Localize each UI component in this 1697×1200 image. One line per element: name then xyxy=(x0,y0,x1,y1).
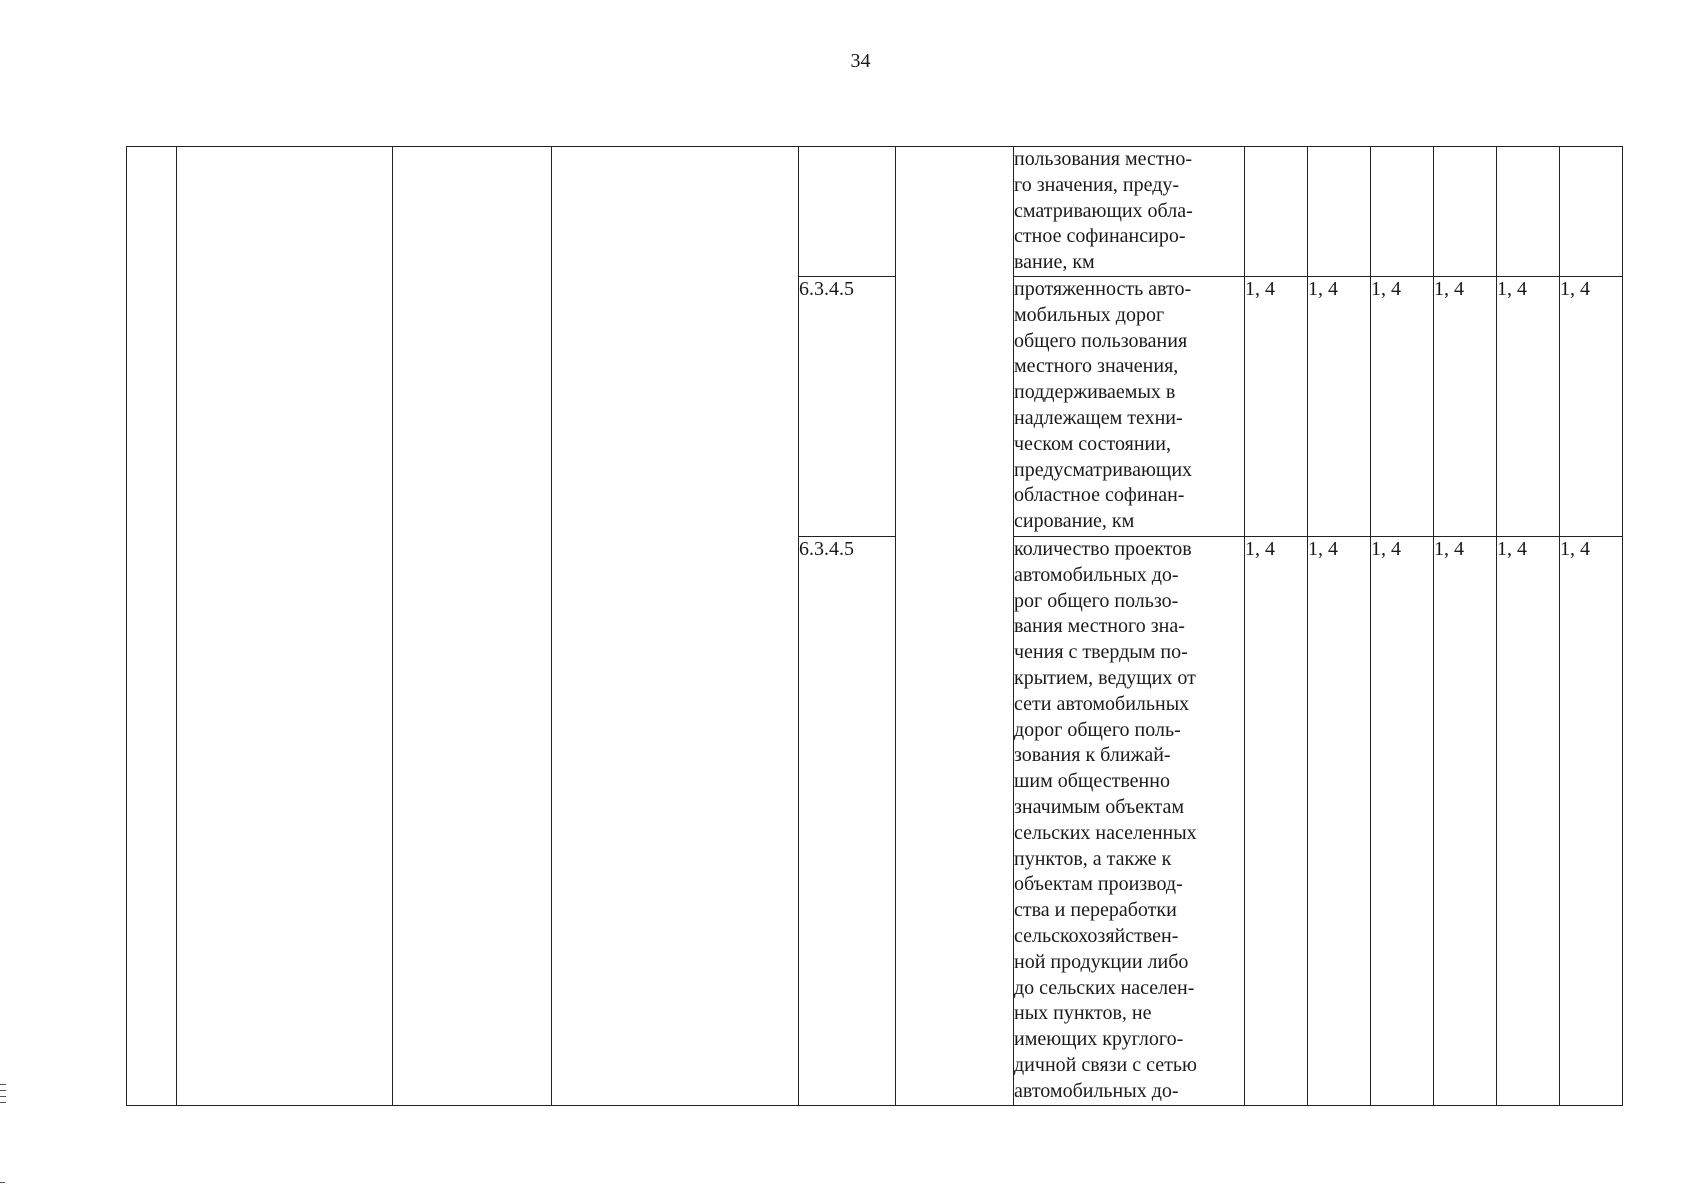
description-line: го значения, преду- xyxy=(1014,173,1180,196)
description-line: до сельских населен- xyxy=(1014,976,1195,999)
indicator-description-cell xyxy=(1014,537,1245,1106)
description-line: дорог общего поль- xyxy=(1014,718,1181,741)
description-line: сельскохозяйствен- xyxy=(1014,924,1179,947)
description-line: вание, км xyxy=(1014,251,1095,274)
description-line: местного значения, xyxy=(1014,355,1179,378)
value-cell xyxy=(1245,147,1308,277)
value-cell xyxy=(1434,147,1497,277)
description-line: предусматривающих xyxy=(1014,458,1193,481)
description-line: ческом состоянии, xyxy=(1014,432,1171,455)
description-line: областное софинан- xyxy=(1014,484,1185,507)
description-line: пунктов, а также к xyxy=(1014,847,1172,870)
description-line: сматривающих обла- xyxy=(1014,199,1193,222)
description-line: протяженность авто- xyxy=(1014,278,1192,300)
description-line: количество проектов xyxy=(1014,538,1192,560)
scan-mark xyxy=(0,1182,5,1183)
empty-cell xyxy=(177,147,393,1106)
description-line: вания местного зна- xyxy=(1014,615,1185,638)
description-line: сирование, км xyxy=(1014,510,1135,533)
empty-cell xyxy=(127,147,177,1106)
value-cell: 1, 4 xyxy=(1245,537,1308,1106)
description-line: стное софинансиро- xyxy=(1014,225,1186,248)
description-line: сети автомобильных xyxy=(1014,692,1190,715)
description-line: ных пунктов, не xyxy=(1014,1002,1152,1025)
value-cell: 1, 4 xyxy=(1560,277,1623,537)
description-line: надлежащем техни- xyxy=(1014,406,1183,429)
value-cell: 1, 4 xyxy=(1434,277,1497,537)
description-line: значимым объектам xyxy=(1014,795,1185,818)
description-line: рог общего пользо- xyxy=(1014,589,1179,612)
scan-mark xyxy=(0,1102,6,1103)
description-line: шим общественно xyxy=(1014,770,1170,793)
value-cell: 1, 4 xyxy=(1434,537,1497,1106)
description-line: чения с твердым по- xyxy=(1014,641,1188,664)
scan-mark xyxy=(0,1096,6,1097)
table-row xyxy=(127,147,1623,277)
empty-cell xyxy=(393,147,552,1106)
empty-cell xyxy=(552,147,799,1106)
indicator-description-cell xyxy=(1014,277,1245,537)
value-cell: 1, 4 xyxy=(1308,537,1371,1106)
description-line: имеющих круглого- xyxy=(1014,1028,1184,1051)
description-line: дичной связи с сетью xyxy=(1014,1053,1197,1076)
value-cell: 1, 4 xyxy=(1560,537,1623,1106)
page-number: 34 xyxy=(850,50,871,72)
description-line: автомобильных до- xyxy=(1014,563,1179,586)
description-line: поддерживаемых в xyxy=(1014,381,1176,404)
scan-mark xyxy=(0,1084,6,1085)
value-cell: 1, 4 xyxy=(1371,277,1434,537)
description-line: сельских населенных xyxy=(1014,821,1197,844)
value-cell: 1, 4 xyxy=(1371,537,1434,1106)
description-line: автомобильных до- xyxy=(1014,1079,1179,1102)
description-line: ства и переработки xyxy=(1014,899,1177,922)
value-cell xyxy=(1308,147,1371,277)
indicator-description-cell xyxy=(1014,147,1245,277)
description-line: крытием, ведущих от xyxy=(1014,666,1196,689)
value-cell: 1, 4 xyxy=(1497,277,1560,537)
value-cell xyxy=(1497,147,1560,277)
description-line: зования к ближай- xyxy=(1014,744,1171,767)
description-line: пользования местно- xyxy=(1014,148,1192,170)
description-line: объектам производ- xyxy=(1014,873,1183,896)
scan-mark xyxy=(0,1090,6,1091)
empty-cell xyxy=(896,147,1014,1106)
value-cell xyxy=(1560,147,1623,277)
description-line: ной продукции либо xyxy=(1014,950,1189,973)
description-line: общего пользования xyxy=(1014,329,1188,352)
value-cell: 1, 4 xyxy=(1497,537,1560,1106)
indicators-table xyxy=(126,146,1623,1106)
value-cell: 1, 4 xyxy=(1308,277,1371,537)
indicator-code-cell: 6.3.4.5 xyxy=(799,277,896,537)
description-line: мобильных дорог xyxy=(1014,303,1165,326)
indicator-code-cell: 6.3.4.5 xyxy=(799,537,896,1106)
value-cell xyxy=(1371,147,1434,277)
indicator-code-cell xyxy=(799,147,896,277)
value-cell: 1, 4 xyxy=(1245,277,1308,537)
